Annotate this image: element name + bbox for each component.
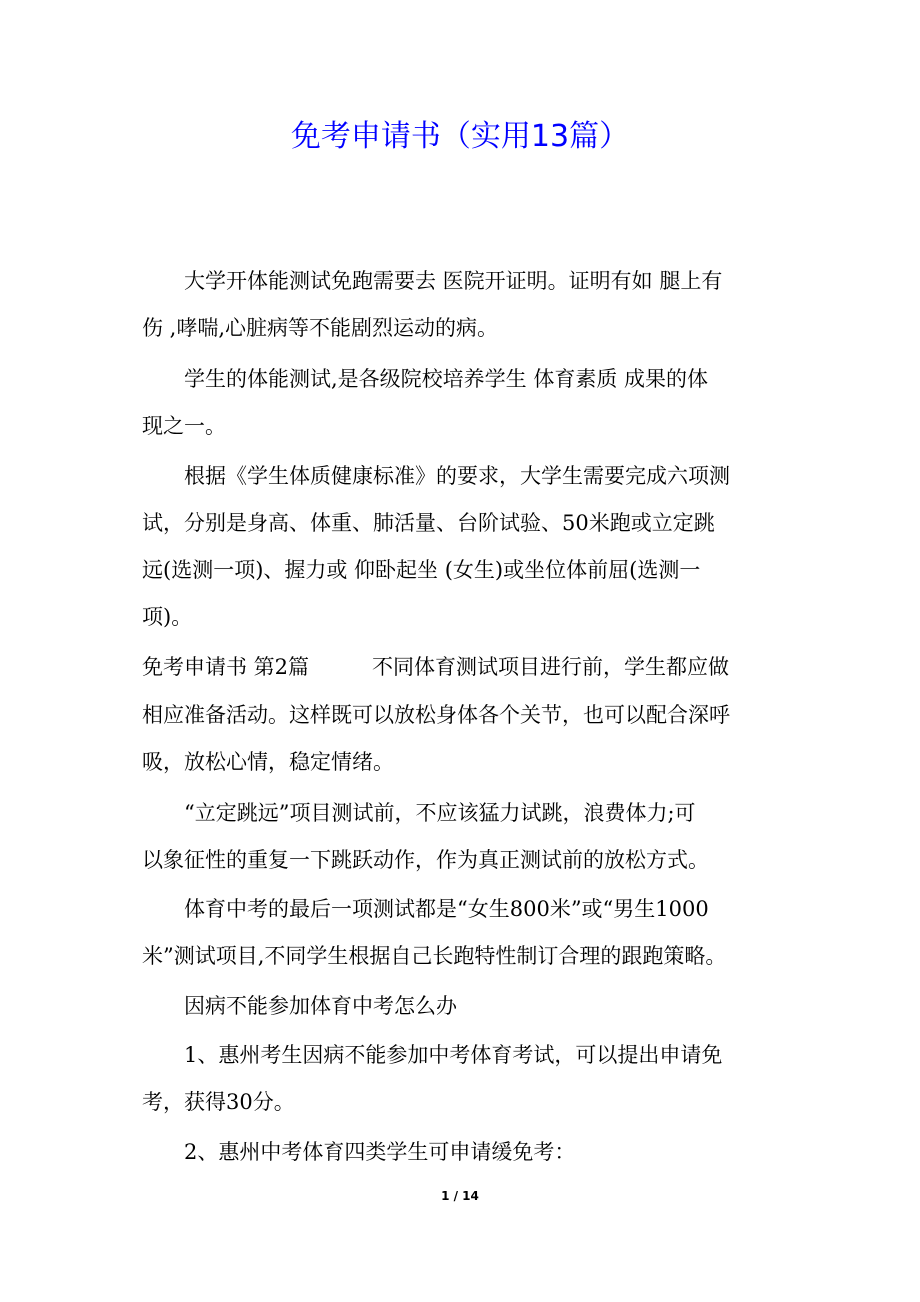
body-line: 伤 ,哮喘,心脏病等不能剧烈运动的病。: [142, 316, 499, 340]
body-line: “立定跳远”项目测试前，不应该猛力试跳，浪费体力;可: [142, 801, 696, 825]
body-line: 体育中考的最后一项测试都是“女生800米”或“男生1000: [142, 897, 709, 921]
body-line: 2、惠州中考体育四类学生可申请缓免考：: [142, 1140, 576, 1164]
body-line: 吸，放松心情，稳定情绪。: [142, 750, 394, 774]
body-line: 因病不能参加体育中考怎么办: [142, 994, 457, 1018]
body-line: 试，分别是身高、体重、肺活量、台阶试验、50米跑或立定跳: [142, 511, 715, 535]
body-line: 远(选测一项)、握力或 仰卧起坐 (女生)或坐位体前屈(选测一: [142, 558, 701, 582]
page-number: 1 / 14: [441, 1189, 479, 1203]
body-line: 根据《学生体质健康标准》的要求，大学生需要完成六项测: [142, 464, 730, 488]
document-title: 免考申请书（实用13篇）: [290, 119, 630, 154]
body-line: 以象征性的重复一下跳跃动作，作为真正测试前的放松方式。: [142, 848, 709, 872]
body-line: 相应准备活动。这样既可以放松身体各个关节，也可以配合深呼: [142, 703, 730, 727]
body-line: 免考申请书 第2篇 不同体育测试项目进行前，学生都应做: [142, 655, 730, 679]
body-line: 米”测试项目,不同学生根据自己长跑特性制订合理的跟跑策略。: [142, 944, 727, 968]
body-line: 1、惠州考生因病不能参加中考体育考试，可以提出申请免: [142, 1043, 723, 1067]
body-line: 学生的体能测试,是各级院校培养学生 体育素质 成果的体: [142, 367, 709, 391]
body-line: 考，获得30分。: [142, 1090, 295, 1114]
body-line: 项)。: [142, 605, 193, 629]
body-line: 大学开体能测试免跑需要去 医院开证明。证明有如 腿上有: [142, 269, 723, 293]
body-line: 现之一。: [142, 414, 226, 438]
